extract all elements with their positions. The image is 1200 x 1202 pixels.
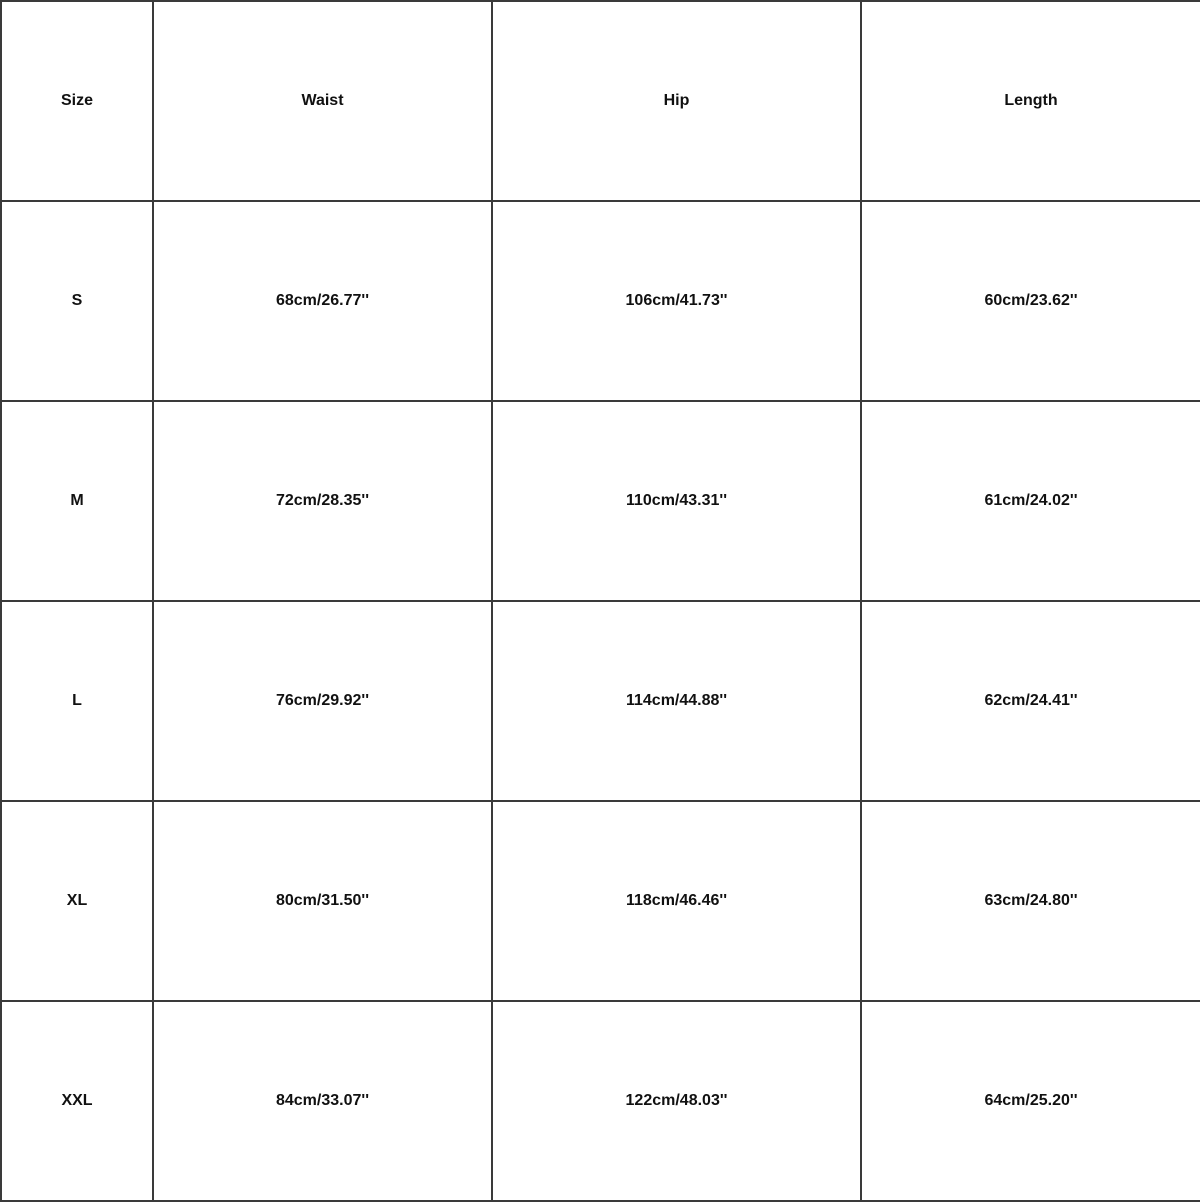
table-row xyxy=(1,401,1200,601)
header-length: Length xyxy=(861,1,1200,201)
length-cell: 60cm/23.62'' xyxy=(861,201,1200,401)
hip-cell: 110cm/43.31'' xyxy=(492,401,861,601)
size-cell: M xyxy=(1,401,153,601)
length-cell: 62cm/24.41'' xyxy=(861,601,1200,801)
table-row xyxy=(1,201,1200,401)
header-waist: Waist xyxy=(153,1,492,201)
waist-cell: 84cm/33.07'' xyxy=(153,1001,492,1201)
waist-cell: 68cm/26.77'' xyxy=(153,201,492,401)
hip-cell: 118cm/46.46'' xyxy=(492,801,861,1001)
length-cell: 61cm/24.02'' xyxy=(861,401,1200,601)
table-row xyxy=(1,801,1200,1001)
header-hip: Hip xyxy=(492,1,861,201)
table-row xyxy=(1,601,1200,801)
size-cell: XL xyxy=(1,801,153,1001)
length-cell: 63cm/24.80'' xyxy=(861,801,1200,1001)
waist-cell: 72cm/28.35'' xyxy=(153,401,492,601)
hip-cell: 106cm/41.73'' xyxy=(492,201,861,401)
header-size: Size xyxy=(1,1,153,201)
hip-cell: 114cm/44.88'' xyxy=(492,601,861,801)
waist-cell: 80cm/31.50'' xyxy=(153,801,492,1001)
header-row xyxy=(1,1,1200,201)
size-cell: L xyxy=(1,601,153,801)
size-cell: XXL xyxy=(1,1001,153,1201)
size-cell: S xyxy=(1,201,153,401)
waist-cell: 76cm/29.92'' xyxy=(153,601,492,801)
length-cell: 64cm/25.20'' xyxy=(861,1001,1200,1201)
hip-cell: 122cm/48.03'' xyxy=(492,1001,861,1201)
table-row xyxy=(1,1001,1200,1201)
